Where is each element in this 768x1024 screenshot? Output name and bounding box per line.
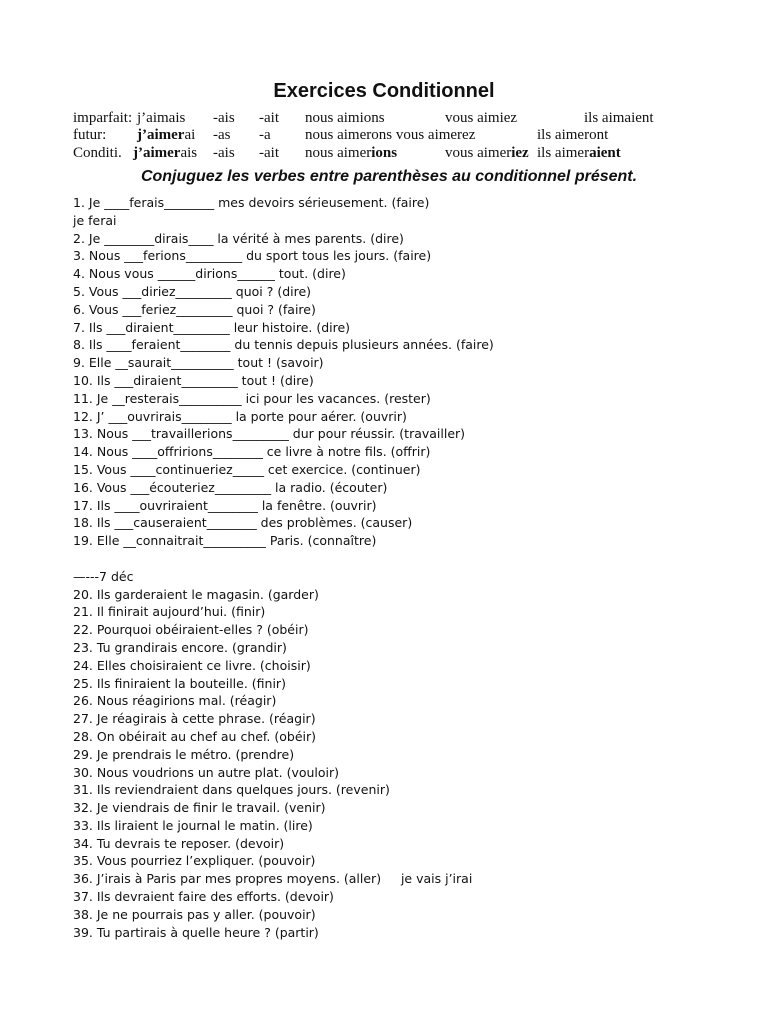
stem: j’aimais (137, 110, 186, 126)
exercise-line: 36. J’irais à Paris par mes propres moyens. (aller) je vais j’irai (73, 871, 473, 887)
instruction: Conjuguez les verbes entre parenthèses au conditionnel présent. (140, 168, 638, 185)
exercise-line: 4. Nous vous ______dirions______ tout. (dire) (73, 266, 346, 282)
exercise-line: 25. Ils finiraient la bouteille. (finir) (73, 675, 286, 691)
exercise-line: 37. Ils devraient faire des efforts. (devoir) (73, 889, 334, 905)
exercise-line: 12. J’ ___ouvrirais________ la porte pour aérer. (ouvrir) (73, 408, 407, 424)
exercise-line: —---7 déc (73, 568, 134, 584)
exercise-line: 14. Nous ____offririons________ ce livre à notre fils. (offrir) (73, 444, 431, 460)
page-title: Exercices Conditionnel (273, 80, 495, 102)
nous-ending: ions (371, 145, 398, 161)
exercise-line: 18. Ils ___causeraient________ des problèmes. (causer) (73, 515, 413, 531)
exercise-line: 22. Pourquoi obéiraient-elles ? (obéir) (73, 622, 309, 638)
ils-stem: ils aimer (537, 145, 590, 161)
stem-ending: ai (184, 127, 196, 143)
exercise-line: 3. Nous ___ferions_________ du sport tous les jours. (faire) (73, 248, 432, 264)
exercise-line: 21. Il finirait aujourd’hui. (finir) (73, 604, 266, 620)
exercise-line: 5. Vous ___diriez_________ quoi ? (dire) (73, 283, 312, 299)
exercise-line: 17. Ils ____ouvriraient________ la fenêtre. (ouvrir) (73, 497, 377, 513)
vous-stem: vous aimer (445, 145, 512, 161)
exercise-line: 10. Ils ___diraient_________ tout ! (dire) (73, 372, 314, 388)
ending-1: -as (213, 127, 231, 143)
exercise-line: 35. Vous pourriez l’expliquer. (pouvoir) (73, 853, 316, 869)
stem-ending: ais (180, 145, 198, 161)
form-nous: nous aimions (305, 110, 385, 126)
exercise-line: 8. Ils ____feraient________ du tennis depuis plusieurs années. (faire) (73, 337, 494, 353)
exercise-line: 26. Nous réagirions mal. (réagir) (73, 693, 277, 709)
ending-1: -ais (213, 110, 235, 126)
exercise-line: 33. Ils liraient le journal le matin. (lire) (73, 817, 313, 833)
exercise-line: 34. Tu devrais te reposer. (devoir) (73, 835, 285, 851)
conjugation-row-conditionnel (73, 145, 713, 163)
form-ils: ils aimaient (584, 110, 654, 126)
exercise-line: 24. Elles choisiraient ce livre. (choisir) (73, 657, 311, 673)
vous-ending: iez (511, 145, 529, 161)
ending-2: -ait (259, 145, 279, 161)
exercise-list (73, 194, 713, 941)
exercise-line: 28. On obéirait au chef au chef. (obéir) (73, 728, 317, 744)
exercise-line: je ferai (73, 212, 117, 228)
exercise-line: 19. Elle __connaitrait__________ Paris. (connaître) (73, 533, 377, 549)
exercise-line: 29. Je prendrais le métro. (prendre) (73, 746, 295, 762)
exercise-line: 20. Ils garderaient le magasin. (garder) (73, 586, 319, 602)
form-ils: ils aimeront (537, 127, 609, 143)
exercise-line: 13. Nous ___travaillerions_________ dur pour réussir. (travailler) (73, 426, 466, 442)
exercise-line: 6. Vous ___feriez_________ quoi ? (faire) (73, 301, 316, 317)
exercise-line: 32. Je viendrais de finir le travail. (venir) (73, 800, 326, 816)
ending-2: -ait (259, 110, 279, 126)
exercise-line: 2. Je ________dirais____ la vérité à mes parents. (dire) (73, 230, 404, 246)
stem-bold: j’aimer (137, 127, 185, 143)
exercise-line: 9. Elle __saurait__________ tout ! (savoir) (73, 355, 324, 371)
tense-label: Conditi. (73, 145, 122, 161)
exercise-line: 23. Tu grandirais encore. (grandir) (73, 639, 287, 655)
form-nous-vous: nous aimerons vous aimerez (305, 127, 476, 143)
exercise-line: 27. Je réagirais à cette phrase. (réagir) (73, 711, 316, 727)
exercise-line: 39. Tu partirais à quelle heure ? (partir) (73, 924, 319, 940)
nous-stem: nous aimer (305, 145, 372, 161)
form-vous: vous aimiez (445, 110, 518, 126)
exercise-line: 1. Je ____ferais________ mes devoirs sérieusement. (faire) (73, 195, 430, 210)
tense-label: imparfait: (73, 110, 133, 126)
exercise-line: 7. Ils ___diraient_________ leur histoire. (dire) (73, 319, 351, 335)
ils-ending: aient (589, 145, 621, 161)
ending-1: -ais (213, 145, 235, 161)
tense-label: futur: (73, 127, 107, 143)
exercise-line: 11. Je __resterais__________ ici pour les vacances. (rester) (73, 390, 431, 406)
conjugation-row-futur (73, 127, 713, 145)
exercise-line: 30. Nous voudrions un autre plat. (vouloir) (73, 764, 340, 780)
exercise-line: 38. Je ne pourrais pas y aller. (pouvoir) (73, 906, 316, 922)
exercise-line: 15. Vous ____continueriez_____ cet exercice. (continuer) (73, 461, 421, 477)
conjugation-row-imparfait (73, 110, 713, 128)
exercise-line: 31. Ils reviendraient dans quelques jours. (revenir) (73, 782, 390, 798)
stem-bold: j’aimer (133, 145, 181, 161)
ending-2: -a (259, 127, 271, 143)
exercise-line (73, 550, 713, 568)
exercise-line: 16. Vous ___écouteriez_________ la radio. (écouter) (73, 479, 388, 495)
